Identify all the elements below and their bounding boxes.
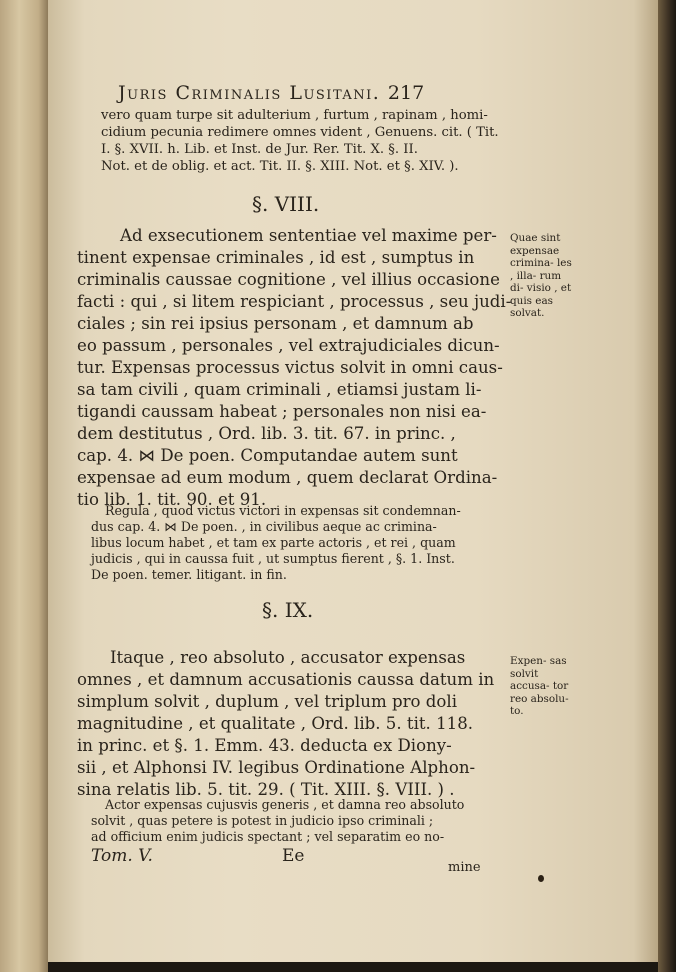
note-line: ad officium enim judicis spectant ; vel separatim eo no- [91,829,445,844]
text-line: facti : qui , si litem respiciant , processus , seu judi- [77,292,512,311]
text-line: cap. 4. ⋈ De poen. Computandae autem sunt [77,446,458,465]
text-line: I. §. XVII. h. Lib. et Inst. de Jur. Rer. Tit. X. §. II. [101,142,418,157]
text-line: sii , et Alphonsi IV. legibus Ordinatione Alphon- [77,758,476,777]
section-title: §. VIII. [252,192,320,216]
text-line: omnes , et damnum accusationis caussa datum in [77,670,495,689]
margin-note: Quae sint expensae crimina- les , illa- rum di- visio , et quis eas solvat. [510,232,572,319]
volume-mark: Tom. V. [91,846,153,866]
text-line: Itaque , reo absoluto , accusator expensas [110,648,466,667]
text-line: criminalis caussae cognitione , vel illius occasione [77,270,500,289]
catchword: mine [448,860,481,875]
book-gutter [0,0,48,972]
ink-spot [538,875,544,882]
text-line: vero quam turpe sit adulterium , furtum , rapinam , homi- [101,108,488,123]
text-line: tigandi caussam habeat ; personales non nisi ea- [77,402,487,421]
text-line: cidium pecunia redimere omnes vident , Genuens. cit. ( Tit. [101,125,499,140]
text-line: eo passum , personales , vel extrajudiciales dicun- [77,336,500,355]
text-line: sa tam civili , quam criminali , etiamsi justam li- [77,380,482,399]
text-line: tio lib. 1. tit. 90. et 91. [77,490,267,509]
text-line: expensae ad eum modum , quem declarat Ordina- [77,468,498,487]
note-line: solvit , quas petere is potest in judicio ipso criminali ; [91,813,434,828]
note-line: judicis , qui in caussa fuit , ut sumptus fierent , §. 1. Inst. [91,551,455,566]
text-line: Ad exsecutionem sententiae vel maxime per- [120,226,497,245]
text-line: Not. et de oblig. et act. Tit. II. §. XIII. Not. et §. XIV. ). [101,159,459,174]
note-line: dus cap. 4. ⋈ De poen. , in civilibus aeque ac crimina- [91,519,437,534]
text-line: magnitudine , et qualitate , Ord. lib. 5. tit. 118. [77,714,474,733]
text-line: in princ. et §. 1. Emm. 43. deducta ex Diony- [77,736,452,755]
text-line: dem destitutus , Ord. lib. 3. tit. 67. in princ. , [77,424,456,443]
margin-note: Expen- sas solvit accusa- tor reo absolu- to. [510,655,569,717]
page-number: 217 [387,82,425,104]
text-line: tur. Expensas processus victus solvit in omni caus- [77,358,503,377]
text-line: sina relatis lib. 5. tit. 29. ( Tit. XIII. §. VIII. ) . [77,780,455,799]
running-title: Juris Criminalis Lusitani. [118,82,381,104]
text-line: simplum solvit , duplum , vel triplum pro doli [77,692,458,711]
text-line: tinent expensae criminales , id est , sumptus in [77,248,475,267]
section-title: §. IX. [262,598,314,622]
text-line: ciales ; sin rei ipsius personam , et damnum ab [77,314,474,333]
page-edge [658,0,676,972]
running-header [118,82,424,104]
note-line: De poen. temer. litigant. in fin. [91,567,287,582]
note-line: libus locum habet , et tam ex parte actoris , et rei , quam [91,535,456,550]
note-line: Regula , quod victus victori in expensas sit condemnan- [105,503,461,518]
note-line: Actor expensas cujusvis generis , et damna reo absoluto [105,797,465,812]
signature-mark: Ee [282,846,305,866]
